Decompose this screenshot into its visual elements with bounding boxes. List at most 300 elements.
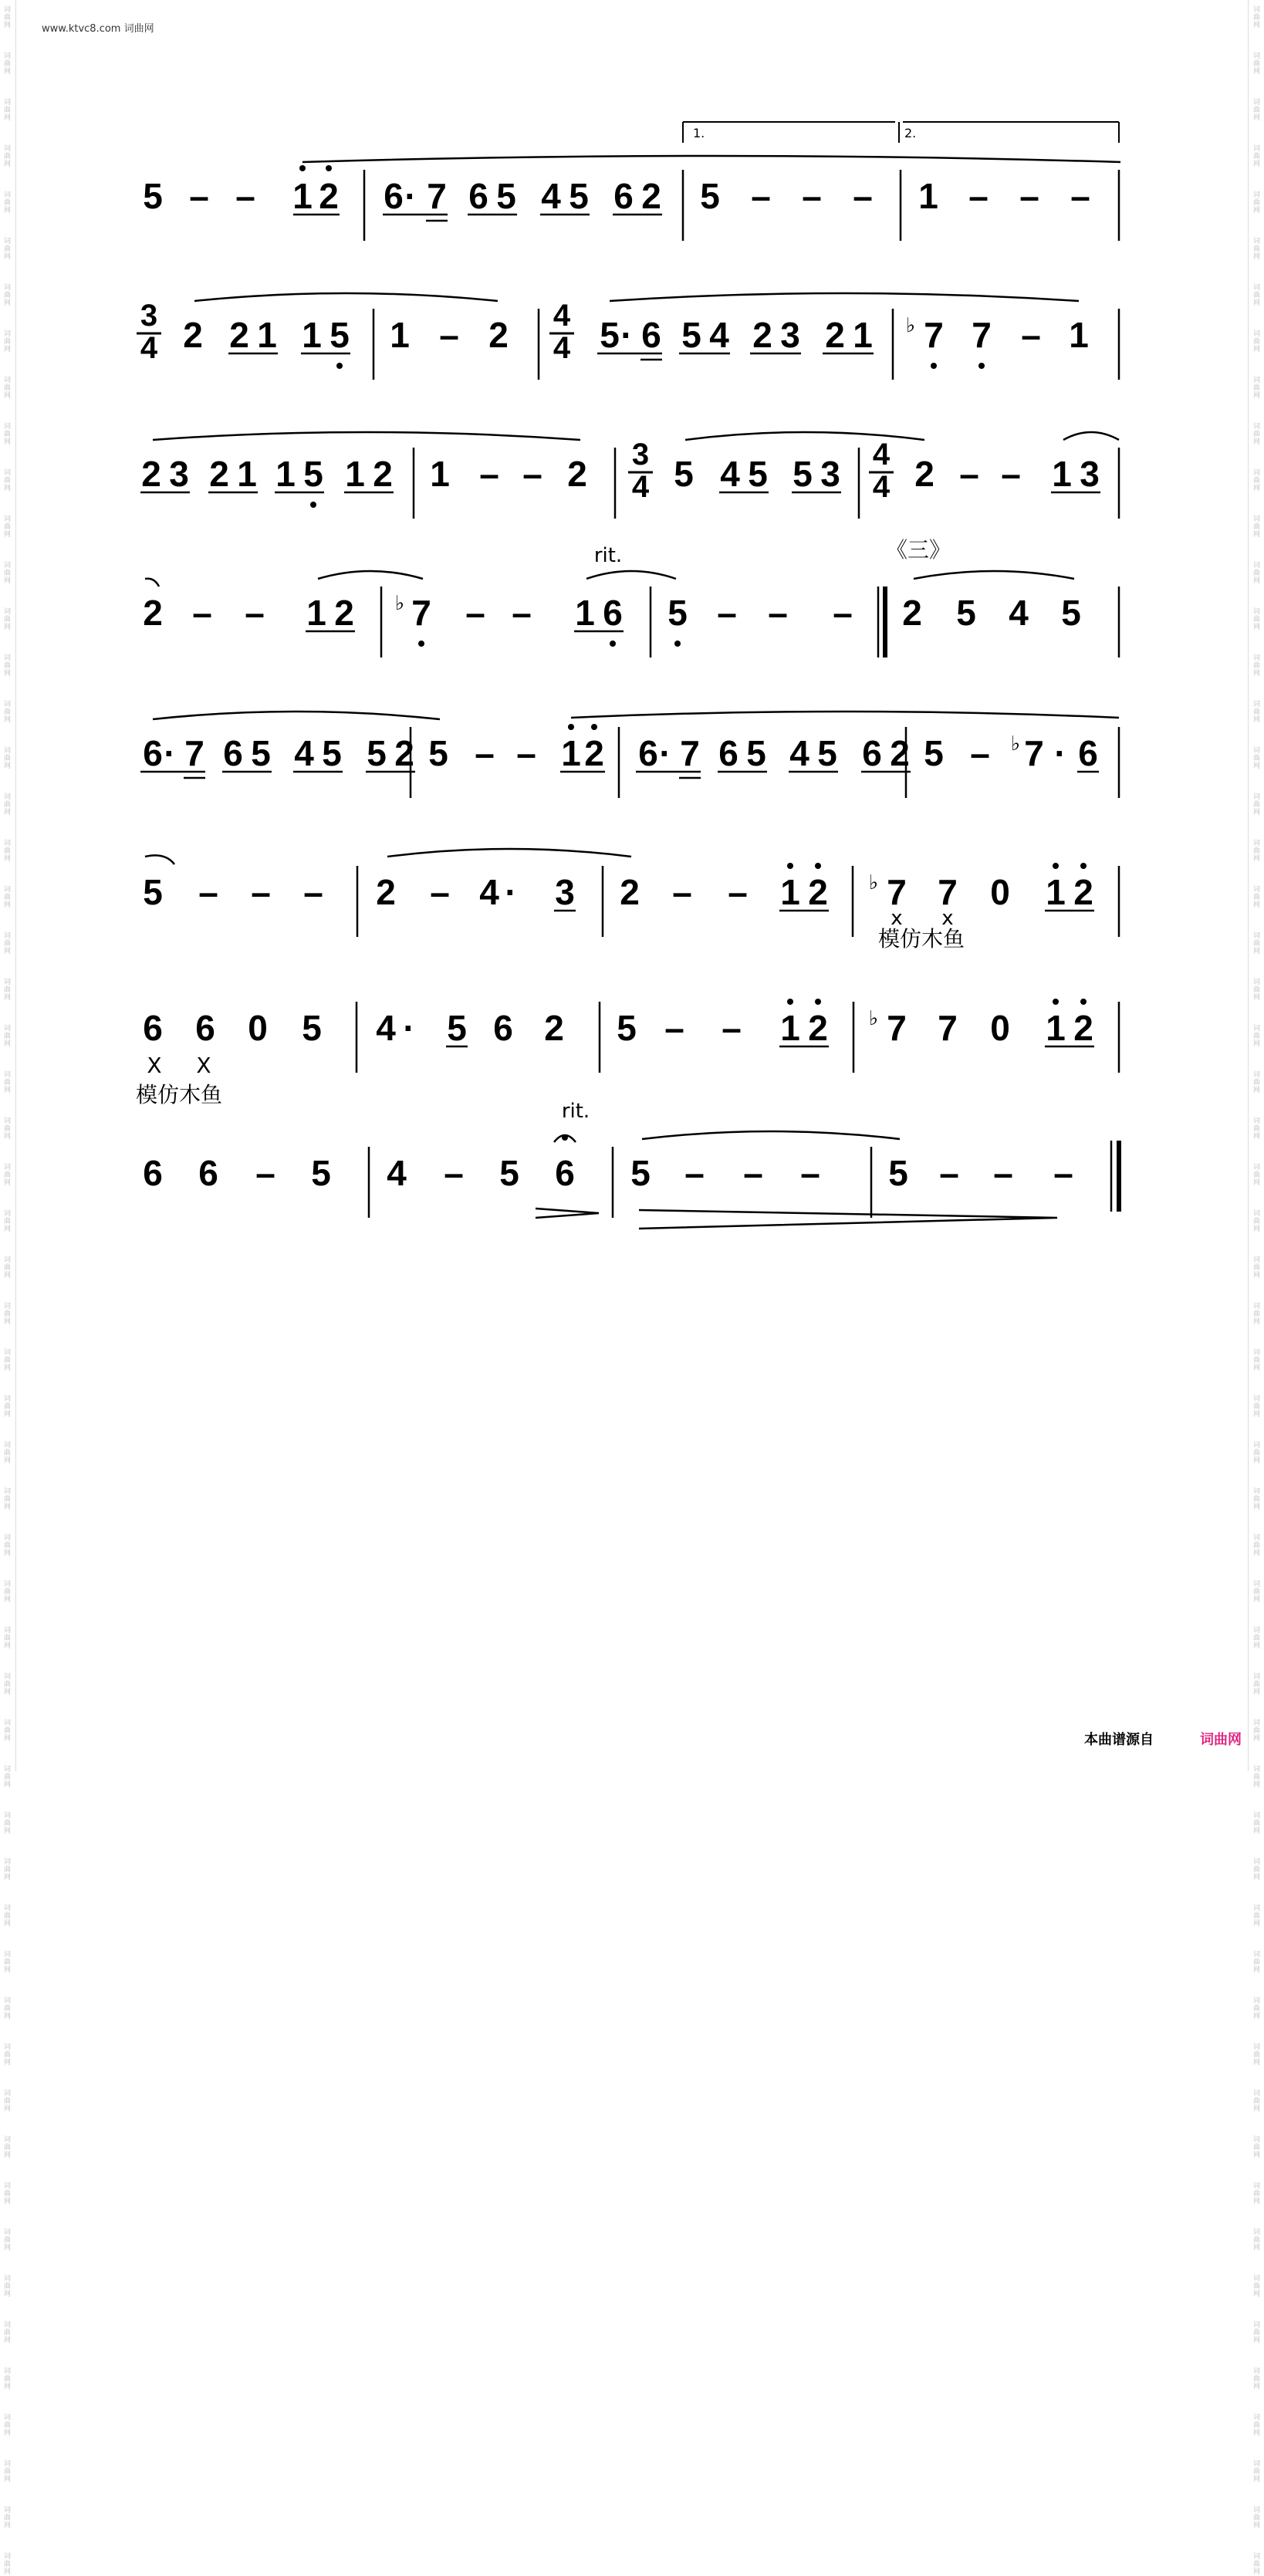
percussion-mark: x bbox=[941, 907, 954, 930]
note: – bbox=[198, 872, 218, 912]
margin-watermark: 词 曲 网 bbox=[1252, 1025, 1260, 1048]
margin-watermark: 词 曲 网 bbox=[1252, 1627, 1260, 1650]
margin-watermark: 词 曲 网 bbox=[4, 562, 12, 585]
margin-watermark: 词 曲 网 bbox=[1252, 1858, 1260, 1881]
note: 2 bbox=[567, 454, 587, 494]
margin-watermark: 词 曲 网 bbox=[4, 1534, 12, 1557]
note: – bbox=[235, 176, 255, 216]
margin-watermark: 词 曲 网 bbox=[4, 840, 12, 863]
margin-watermark: 词 曲 网 bbox=[4, 2460, 12, 2483]
note: 5 bbox=[700, 176, 720, 216]
octave-dot bbox=[310, 502, 316, 508]
note: 3 bbox=[1080, 454, 1100, 494]
note: 4 bbox=[376, 1008, 396, 1048]
flat-sign: ♭ bbox=[1010, 732, 1021, 756]
note: – bbox=[439, 315, 459, 355]
margin-watermark: 词 曲 网 bbox=[1252, 52, 1260, 76]
margin-watermark: 词 曲 网 bbox=[4, 1442, 12, 1465]
tie-continuation bbox=[145, 579, 159, 587]
note: 4 bbox=[720, 454, 740, 494]
octave-dot bbox=[787, 863, 793, 869]
margin-watermark: 词 曲 网 bbox=[4, 2553, 12, 2576]
footer-logo[interactable]: 词曲网 bbox=[1200, 1732, 1242, 1748]
note: – bbox=[751, 176, 771, 216]
margin-watermark: 词 曲 网 bbox=[1252, 1117, 1260, 1141]
margin-watermark: 词 曲 网 bbox=[1252, 2507, 1260, 2530]
note: 5 bbox=[630, 1153, 651, 1193]
note: – bbox=[192, 593, 212, 633]
margin-watermark: 词 曲 网 bbox=[1252, 2275, 1260, 2298]
note: 6 bbox=[468, 176, 488, 216]
margin-watermark: 词 曲 网 bbox=[1252, 1997, 1260, 2020]
note: 1 bbox=[1046, 1008, 1066, 1048]
margin-watermark: 词 曲 网 bbox=[1252, 238, 1260, 261]
octave-dot bbox=[978, 363, 985, 369]
note: – bbox=[1053, 1153, 1073, 1193]
note: 1 bbox=[302, 315, 322, 355]
note: – bbox=[516, 733, 536, 773]
note: 5 bbox=[303, 454, 323, 494]
rit-marking: rit. bbox=[593, 544, 623, 567]
note: 2 bbox=[1073, 872, 1093, 912]
note: 5 bbox=[746, 733, 766, 773]
margin-watermark: 词 曲 网 bbox=[1252, 2229, 1260, 2252]
note: 5 bbox=[793, 454, 813, 494]
note: – bbox=[664, 1008, 684, 1048]
slur bbox=[571, 712, 1119, 718]
note: 7 bbox=[887, 872, 907, 912]
note: 6 bbox=[1078, 733, 1098, 773]
note: 5 bbox=[569, 176, 589, 216]
note: 5 bbox=[600, 315, 620, 355]
margin-watermark: 词 曲 网 bbox=[4, 2136, 12, 2159]
slur bbox=[642, 1131, 900, 1139]
octave-dot bbox=[1053, 999, 1059, 1005]
octave-dot bbox=[591, 724, 597, 730]
margin-watermark: 词 曲 网 bbox=[4, 1164, 12, 1187]
slur bbox=[153, 432, 580, 440]
margin-watermark: 词 曲 网 bbox=[4, 1349, 12, 1372]
percussion-mark: X bbox=[196, 1053, 211, 1078]
note: – bbox=[303, 872, 323, 912]
margin-watermark: 词 曲 网 bbox=[4, 1719, 12, 1743]
time-sig-top: 4 bbox=[872, 438, 891, 472]
margin-watermark: 词 曲 网 bbox=[4, 2507, 12, 2530]
note: 2 bbox=[334, 593, 354, 633]
note: 5 bbox=[674, 454, 694, 494]
note: 4 bbox=[387, 1153, 407, 1193]
note: 7 bbox=[411, 593, 431, 633]
flat-sign: ♭ bbox=[905, 314, 916, 337]
note: – bbox=[430, 872, 450, 912]
margin-watermark: 词 曲 网 bbox=[1252, 747, 1260, 770]
note: 4 bbox=[479, 872, 499, 912]
note: 6 bbox=[384, 176, 404, 216]
margin-watermark: 词 曲 网 bbox=[1252, 1488, 1260, 1511]
time-sig-top: 3 bbox=[631, 438, 650, 472]
margin-watermark: 词 曲 网 bbox=[4, 1117, 12, 1141]
margin-watermark: 词 曲 网 bbox=[1252, 1812, 1260, 1835]
margin-watermark: 词 曲 网 bbox=[4, 377, 12, 400]
flat-sign: ♭ bbox=[868, 871, 879, 894]
margin-watermark: 词 曲 网 bbox=[4, 2044, 12, 2067]
note: 2 bbox=[825, 315, 845, 355]
margin-watermark: 词 曲 网 bbox=[4, 1210, 12, 1233]
note: 1 bbox=[257, 315, 277, 355]
note: 0 bbox=[990, 1008, 1010, 1048]
margin-watermark: 词 曲 网 bbox=[1252, 562, 1260, 585]
note: 6 bbox=[862, 733, 882, 773]
margin-watermark: 词 曲 网 bbox=[1252, 1719, 1260, 1743]
margin-watermark: 词 曲 网 bbox=[4, 1303, 12, 1326]
margin-watermark: 词 曲 网 bbox=[1252, 1673, 1260, 1696]
note: – bbox=[939, 1153, 959, 1193]
note: 6 bbox=[198, 1153, 218, 1193]
note: 7 bbox=[924, 315, 944, 355]
note: 2 bbox=[808, 1008, 828, 1048]
margin-watermark: 词 曲 网 bbox=[1252, 2460, 1260, 2483]
score-lines bbox=[137, 122, 1120, 1229]
margin-watermark: 词 曲 网 bbox=[1252, 469, 1260, 492]
note: 4 bbox=[1009, 593, 1029, 633]
margin-watermark: 词 曲 网 bbox=[4, 2275, 12, 2298]
note: – bbox=[512, 593, 532, 633]
margin-watermark: 词 曲 网 bbox=[4, 1858, 12, 1881]
margin-watermark: 词 曲 网 bbox=[4, 1395, 12, 1418]
margin-watermark: 词 曲 网 bbox=[1252, 1349, 1260, 1372]
margin-watermark: 词 曲 网 bbox=[1252, 99, 1260, 122]
note: 7 bbox=[887, 1008, 907, 1048]
margin-watermark: 词 曲 网 bbox=[4, 1071, 12, 1094]
margin-watermark: 词 曲 网 bbox=[1252, 2090, 1260, 2113]
note: – bbox=[993, 1153, 1013, 1193]
margin-watermark: 词 曲 网 bbox=[4, 516, 12, 539]
note: 1 bbox=[780, 1008, 800, 1048]
margin-watermark: 词 曲 网 bbox=[1252, 1580, 1260, 1604]
margin-watermark: 词 曲 网 bbox=[1252, 330, 1260, 353]
note: 2 bbox=[902, 593, 922, 633]
slur bbox=[914, 571, 1074, 579]
margin-watermark: 词 曲 网 bbox=[1252, 608, 1260, 631]
note: – bbox=[802, 176, 822, 216]
note: · bbox=[505, 872, 517, 912]
note: – bbox=[189, 176, 209, 216]
note: – bbox=[475, 733, 495, 773]
margin-watermark: 词 曲 网 bbox=[1252, 2414, 1260, 2437]
margin-watermark: 词 曲 网 bbox=[1252, 516, 1260, 539]
margin-watermark: 词 曲 网 bbox=[1252, 1951, 1260, 1974]
note: 1 bbox=[345, 454, 365, 494]
note: 7 bbox=[680, 733, 700, 773]
margin-watermark: 词 曲 网 bbox=[1252, 840, 1260, 863]
margin-watermark: 词 曲 网 bbox=[4, 932, 12, 955]
note: 6 bbox=[641, 315, 661, 355]
margin-watermark: 词 曲 网 bbox=[1252, 1534, 1260, 1557]
margin-watermark: 词 曲 网 bbox=[4, 238, 12, 261]
note: 5 bbox=[496, 176, 516, 216]
margin-watermark: 词 曲 网 bbox=[1252, 2368, 1260, 2391]
note: 5 bbox=[251, 733, 271, 773]
note: 0 bbox=[990, 872, 1010, 912]
note: 4 bbox=[789, 733, 809, 773]
margin-watermark: 词 曲 网 bbox=[1252, 1256, 1260, 1280]
note: 2 bbox=[394, 733, 414, 773]
margin-watermark: 词 曲 网 bbox=[4, 145, 12, 168]
note: 2 bbox=[914, 454, 934, 494]
slur bbox=[586, 571, 676, 579]
note: 5 bbox=[817, 733, 837, 773]
note: – bbox=[1021, 315, 1041, 355]
note: 6 bbox=[603, 593, 623, 633]
note: 3 bbox=[555, 872, 575, 912]
note: 1 bbox=[390, 315, 410, 355]
note: 7 bbox=[1024, 733, 1044, 773]
margin-watermark: 词 曲 网 bbox=[4, 6, 12, 29]
imitation-note: 模仿木鱼 bbox=[877, 926, 965, 952]
margin-watermark: 词 曲 网 bbox=[4, 423, 12, 446]
percussion-mark: X bbox=[147, 1053, 162, 1078]
note: 7 bbox=[184, 733, 204, 773]
margin-watermark: 词 曲 网 bbox=[1252, 1442, 1260, 1465]
time-sig-top: 3 bbox=[140, 299, 158, 333]
diminuendo bbox=[639, 1210, 1057, 1229]
note: · bbox=[1054, 733, 1066, 773]
note: 7 bbox=[427, 176, 447, 216]
note: 2 bbox=[544, 1008, 564, 1048]
note: – bbox=[743, 1153, 763, 1193]
octave-dot bbox=[336, 363, 343, 369]
note: 1 bbox=[575, 593, 595, 633]
note: 3 bbox=[169, 454, 189, 494]
note: 5 bbox=[330, 315, 350, 355]
margin-watermark: 词 曲 网 bbox=[4, 99, 12, 122]
note: 2 bbox=[620, 872, 640, 912]
margin-watermark: 词 曲 网 bbox=[4, 979, 12, 1002]
note: – bbox=[768, 593, 788, 633]
octave-dot bbox=[787, 999, 793, 1005]
note: 5 bbox=[748, 454, 768, 494]
margin-watermark: 词 曲 网 bbox=[4, 2414, 12, 2437]
note: 7 bbox=[972, 315, 992, 355]
margin-watermark: 词 曲 网 bbox=[1252, 284, 1260, 307]
time-sig-bottom: 4 bbox=[631, 470, 650, 504]
margin-watermark: 词 曲 网 bbox=[1252, 1395, 1260, 1418]
margin-watermark: 词 曲 网 bbox=[1252, 423, 1260, 446]
note: 1 bbox=[561, 733, 581, 773]
note: 1 bbox=[306, 593, 326, 633]
note: 1 bbox=[1046, 872, 1066, 912]
volta-1: 1. bbox=[693, 126, 705, 140]
rit-marking: rit. bbox=[561, 1100, 590, 1123]
margin-watermark: 词 曲 网 bbox=[4, 191, 12, 215]
note: 5 bbox=[956, 593, 976, 633]
note: – bbox=[245, 593, 265, 633]
margin-watermark: 词 曲 网 bbox=[1252, 2321, 1260, 2344]
margin-watermark: 词 曲 网 bbox=[4, 2229, 12, 2252]
note: 2 bbox=[488, 315, 509, 355]
percussion-mark: x bbox=[891, 907, 903, 930]
note: – bbox=[465, 593, 485, 633]
note: 1 bbox=[430, 454, 450, 494]
slur bbox=[302, 156, 1120, 162]
note: 6 bbox=[555, 1153, 575, 1193]
note: 5 bbox=[924, 733, 944, 773]
note: 1 bbox=[237, 454, 257, 494]
margin-watermark: 词 曲 网 bbox=[1252, 1766, 1260, 1789]
accent-mark bbox=[536, 1209, 599, 1218]
note: 2 bbox=[373, 454, 393, 494]
note: 4 bbox=[541, 176, 561, 216]
time-sig-top: 4 bbox=[553, 299, 571, 333]
margin-watermark: 词 曲 网 bbox=[4, 2090, 12, 2113]
note: 2 bbox=[752, 315, 772, 355]
score-notes bbox=[136, 126, 1100, 1193]
margin-watermark: 词 曲 网 bbox=[1252, 2044, 1260, 2067]
slur bbox=[194, 293, 498, 301]
note: · bbox=[403, 1008, 415, 1048]
note: 2 bbox=[808, 872, 828, 912]
octave-dot bbox=[568, 724, 574, 730]
note: 6 bbox=[493, 1008, 513, 1048]
note: 6 bbox=[718, 733, 738, 773]
note: – bbox=[672, 872, 692, 912]
note: 5 bbox=[143, 176, 163, 216]
note: 5 bbox=[302, 1008, 322, 1048]
margin-watermark: 词 曲 网 bbox=[4, 1766, 12, 1789]
margin-watermark: 词 曲 网 bbox=[1252, 979, 1260, 1002]
note: – bbox=[833, 593, 853, 633]
margin-watermark: 词 曲 网 bbox=[1252, 2182, 1260, 2206]
note: 3 bbox=[780, 315, 800, 355]
slur bbox=[610, 293, 1079, 301]
note: – bbox=[444, 1153, 464, 1193]
note: – bbox=[1019, 176, 1039, 216]
octave-dot bbox=[610, 641, 616, 647]
note: – bbox=[722, 1008, 742, 1048]
note: 5 bbox=[1061, 593, 1081, 633]
volta-2: 2. bbox=[904, 126, 917, 140]
slur bbox=[153, 712, 440, 719]
note: 2 bbox=[209, 454, 229, 494]
note: – bbox=[684, 1153, 705, 1193]
note: – bbox=[959, 454, 979, 494]
margin-watermark: 词 曲 网 bbox=[4, 1488, 12, 1511]
margin-watermark: 词 曲 网 bbox=[1252, 886, 1260, 909]
margin-watermark: 词 曲 网 bbox=[4, 1905, 12, 1928]
section-label: 《三》 bbox=[885, 537, 951, 563]
octave-dot bbox=[1080, 999, 1087, 1005]
note: 5 bbox=[681, 315, 701, 355]
note: – bbox=[970, 733, 990, 773]
note: – bbox=[800, 1153, 820, 1193]
note: – bbox=[255, 1153, 275, 1193]
note: 5 bbox=[311, 1153, 331, 1193]
octave-dot bbox=[815, 999, 821, 1005]
note: 6 bbox=[638, 733, 658, 773]
margin-watermark: 词 曲 网 bbox=[4, 654, 12, 678]
footer-source-label: 本曲谱源自 bbox=[1084, 1732, 1154, 1748]
note: – bbox=[1001, 454, 1021, 494]
margin-watermark: 词 曲 网 bbox=[1252, 145, 1260, 168]
note: – bbox=[522, 454, 542, 494]
note: – bbox=[251, 872, 271, 912]
slur bbox=[387, 849, 631, 857]
margin-watermark: 词 曲 网 bbox=[1252, 1210, 1260, 1233]
note: 5 bbox=[499, 1153, 519, 1193]
note: · bbox=[620, 315, 633, 355]
note: – bbox=[717, 593, 737, 633]
octave-dot bbox=[418, 641, 424, 647]
margin-watermark: 词 曲 网 bbox=[4, 701, 12, 724]
margin-watermark: 词 曲 网 bbox=[1252, 1905, 1260, 1928]
note: 0 bbox=[248, 1008, 268, 1048]
note: – bbox=[479, 454, 499, 494]
note: 2 bbox=[319, 176, 339, 216]
margin-watermark: 词 曲 网 bbox=[1252, 377, 1260, 400]
margin-watermark: 词 曲 网 bbox=[1252, 793, 1260, 816]
note: 7 bbox=[938, 1008, 958, 1048]
note: – bbox=[728, 872, 748, 912]
margin-watermark: 词 曲 网 bbox=[4, 2182, 12, 2206]
note: · bbox=[164, 733, 176, 773]
note: 2 bbox=[229, 315, 249, 355]
margin-watermark: 词 曲 网 bbox=[1252, 701, 1260, 724]
slur bbox=[318, 571, 423, 579]
note: 5 bbox=[322, 733, 342, 773]
margin-watermark: 词 曲 网 bbox=[4, 793, 12, 816]
margin-watermark: 词 曲 网 bbox=[4, 52, 12, 76]
note: 2 bbox=[584, 733, 604, 773]
note: 2 bbox=[641, 176, 661, 216]
note: 5 bbox=[888, 1153, 908, 1193]
flat-sign: ♭ bbox=[868, 1007, 879, 1030]
note: 5 bbox=[667, 593, 688, 633]
note: 2 bbox=[183, 315, 203, 355]
note: 6 bbox=[143, 1153, 163, 1193]
note: – bbox=[1070, 176, 1090, 216]
note: 5 bbox=[143, 872, 163, 912]
flat-sign: ♭ bbox=[394, 592, 405, 615]
site-header: www.ktvc8.com 词曲网 bbox=[42, 23, 154, 35]
margin-watermark: 词 曲 网 bbox=[4, 886, 12, 909]
margin-watermark: 词 曲 网 bbox=[1252, 932, 1260, 955]
note: 7 bbox=[938, 872, 958, 912]
margin-watermark: 词 曲 网 bbox=[4, 1997, 12, 2020]
margin-watermark: 词 曲 网 bbox=[4, 1673, 12, 1696]
imitation-note: 模仿木鱼 bbox=[135, 1082, 223, 1107]
margin-watermark: 词 曲 网 bbox=[4, 330, 12, 353]
margin-watermark: 词 曲 网 bbox=[4, 747, 12, 770]
note: 6 bbox=[195, 1008, 215, 1048]
octave-dot bbox=[674, 641, 681, 647]
margin-watermark: 词 曲 网 bbox=[1252, 6, 1260, 29]
note: – bbox=[968, 176, 989, 216]
margin-watermark: 词 曲 网 bbox=[4, 284, 12, 307]
note: · bbox=[659, 733, 671, 773]
note: 2 bbox=[1073, 1008, 1093, 1048]
time-sig-bottom: 4 bbox=[140, 331, 158, 365]
margin-watermark: 词 曲 网 bbox=[4, 2321, 12, 2344]
note: 6 bbox=[223, 733, 243, 773]
margin-watermark: 词 曲 网 bbox=[4, 1627, 12, 1650]
slur bbox=[1063, 432, 1119, 440]
note: 6 bbox=[143, 1008, 163, 1048]
octave-dot bbox=[815, 863, 821, 869]
margin-watermark: 词 曲 网 bbox=[1252, 1071, 1260, 1094]
margin-watermark: 词 曲 网 bbox=[1252, 191, 1260, 215]
note: 6 bbox=[143, 733, 163, 773]
octave-dot bbox=[1053, 863, 1059, 869]
